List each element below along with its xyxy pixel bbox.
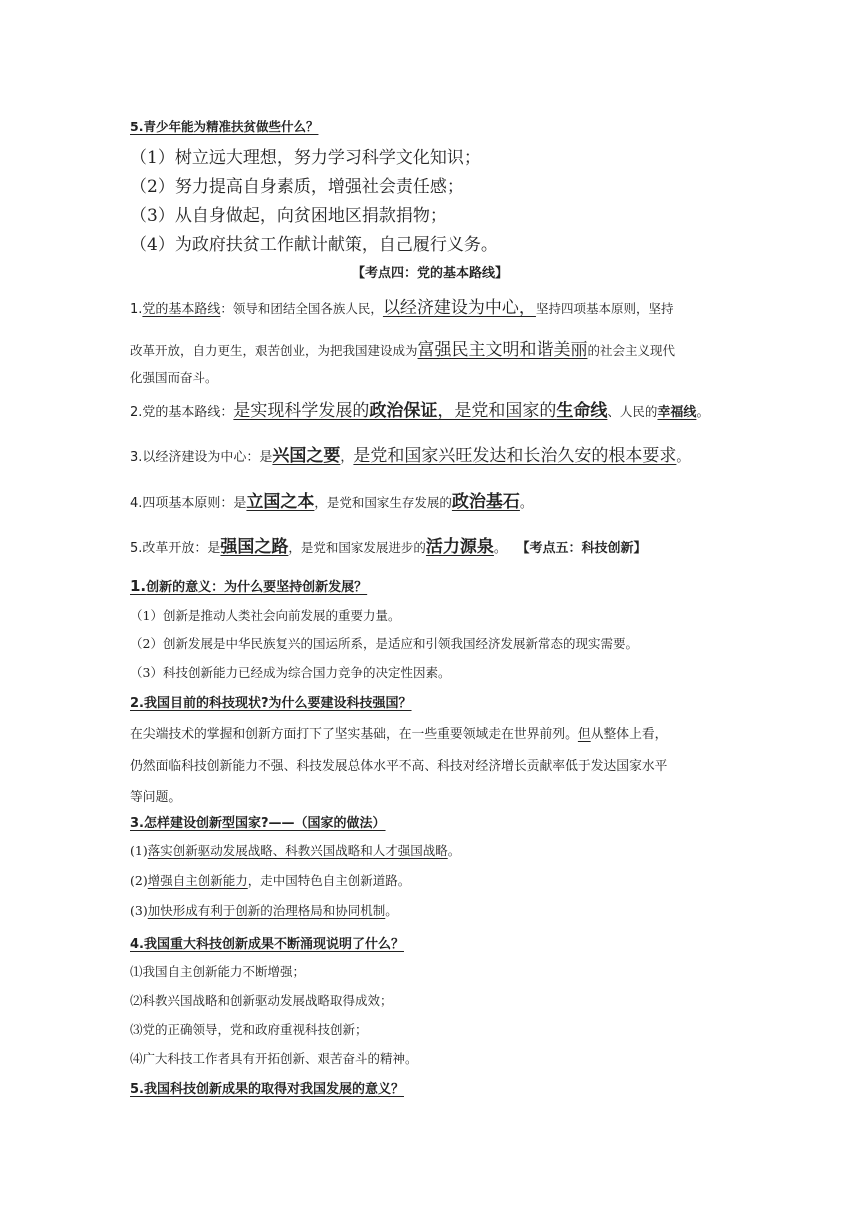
p1-line-3: 化强国而奋斗。 xyxy=(130,370,218,385)
p4-line xyxy=(130,487,533,512)
s2-line-1 xyxy=(130,723,667,742)
s2-title: 2.我国目前的科技现状?为什么要建设科技强国？ xyxy=(130,696,412,711)
s2-line1-a: 在尖端技术的掌握和创新方面打下了坚实基础，在一些重要领域走在世界前列。 xyxy=(130,727,578,742)
s3-item-3 xyxy=(130,901,398,919)
s3-item-1 xyxy=(130,841,460,859)
question-5-title: 5.青少年能为精准扶贫做些什么？ xyxy=(130,119,319,134)
p4-e: 。 xyxy=(519,496,533,511)
s3-item2-end: ，走中国特色自主创新道路。 xyxy=(247,873,411,888)
p3-c: ， xyxy=(340,450,354,465)
s3-item3-text: 加快形成有利于创新的治理格局和协同机制 xyxy=(147,903,386,918)
section-heading-kd4: 【考点四：党的基本路线】 xyxy=(351,266,508,281)
q5-item-1: （1）树立远大理想，努力学习科学文化知识； xyxy=(130,148,481,168)
p1-line2-c: 的社会主义现代 xyxy=(587,343,676,358)
p4-c: ，是党和国家生存发展的 xyxy=(314,495,452,510)
p5-c: ，是党和国家发展进步的 xyxy=(288,540,426,555)
p4-d: 政治基石 xyxy=(451,492,520,512)
s3-item2-text: 增强自主创新能力 xyxy=(147,873,248,888)
p2-f: 、人民的 xyxy=(607,404,658,419)
p2-c: 政治保证 xyxy=(369,401,438,421)
s3-item1-text: 落实创新驱动发展战略、科教兴国战略和人才强国战略 xyxy=(147,843,448,858)
s3-item3-num: (3) xyxy=(130,903,148,918)
p5-b: 强国之路 xyxy=(220,537,289,557)
s2-line-3: 等问题。 xyxy=(130,790,182,805)
p1-term: 党的基本路线 xyxy=(142,302,221,317)
s3-title: 3.怎样建设创新型国家?——（国家的做法） xyxy=(130,816,386,831)
s5-title: 5.我国科技创新成果的取得对我国发展的意义？ xyxy=(130,1082,404,1097)
p2-b: 是实现科学发展的 xyxy=(233,401,370,421)
p5-a: 5.改革开放：是 xyxy=(130,541,221,556)
s3-item-2 xyxy=(130,871,410,889)
p2-e: 生命线 xyxy=(556,401,608,421)
p5-line xyxy=(130,532,646,557)
s3-item3-end: 。 xyxy=(385,903,398,918)
p3-d: 是党和国家兴旺发达和长治久安的根本要求 xyxy=(353,446,677,466)
p3-b: 兴国之要 xyxy=(272,446,341,466)
s1-item-2: （2）创新发展是中华民族复兴的国运所系，是适应和引领我国经济发展新常态的现实需要。 xyxy=(130,636,638,651)
s1-title-text: 创新的意义：为什么要坚持创新发展？ xyxy=(146,580,368,595)
s2-line1-b: 但 xyxy=(577,727,591,742)
p1-line2-emphasis: 富强民主文明和谐美丽 xyxy=(417,340,588,360)
p2-h: 。 xyxy=(696,405,710,420)
p2-g: 幸福线 xyxy=(657,405,697,420)
p4-b: 立国之本 xyxy=(246,492,315,512)
p2-a: 2.党的基本路线： xyxy=(130,405,234,420)
s1-item-1: （1）创新是推动人类社会向前发展的重要力量。 xyxy=(130,608,401,623)
s3-item2-num: (2) xyxy=(130,873,148,888)
p2-d: ，是党和国家的 xyxy=(437,401,557,421)
p3-e: 。 xyxy=(676,450,690,465)
p3-line xyxy=(130,441,689,466)
p1-prefix: 1. xyxy=(130,302,143,317)
s1-title-num: 1. xyxy=(130,577,147,595)
p5-e: 。 xyxy=(493,541,507,556)
s4-item-4: ⑷广大科技工作者具有开拓创新、艰苦奋斗的精神。 xyxy=(130,1051,418,1066)
s4-title: 4.我国重大科技创新成果不断涌现说明了什么？ xyxy=(130,937,404,952)
q5-item-2: （2）努力提高自身素质，增强社会责任感； xyxy=(130,177,464,197)
p1-line2-a: 改革开放，自力更生，艰苦创业，为把我国建设成为 xyxy=(130,343,418,358)
s4-item-1: ⑴我国自主创新能力不断增强； xyxy=(130,964,306,979)
p4-a: 4.四项基本原则：是 xyxy=(130,496,247,511)
s3-item1-num: (1) xyxy=(130,843,148,858)
s1-title xyxy=(130,576,367,595)
p1-line-1 xyxy=(130,293,673,318)
q5-item-3: （3）从自身做起，向贫困地区捐款捐物； xyxy=(130,206,447,226)
s1-item-3: （3）科技创新能力已经成为综合国力竞争的决定性因素。 xyxy=(130,665,451,680)
s2-line1-c: 从整体上看， xyxy=(590,727,668,742)
s4-item-3: ⑶党的正确领导，党和政府重视科技创新； xyxy=(130,1022,368,1037)
q5-item-4: （4）为政府扶贫工作献计献策，自己履行义务。 xyxy=(130,235,498,255)
s3-item1-end: 。 xyxy=(447,843,461,858)
section-heading-kd5: 【考点五：科技创新】 xyxy=(522,541,647,556)
s4-item-2: ⑵科教兴国战略和创新驱动发展战略取得成效； xyxy=(130,993,393,1008)
p1-line-2 xyxy=(130,335,675,360)
p1-text-a: ：领导和团结全国各族人民， xyxy=(220,301,383,316)
p2-line xyxy=(130,396,709,421)
p1-emphasis: 以经济建设为中心， xyxy=(382,298,536,318)
p3-a: 3.以经济建设为中心：是 xyxy=(130,450,273,465)
p1-text-c: 坚持四项基本原则，坚持 xyxy=(535,301,674,316)
p5-d: 活力源泉 xyxy=(425,537,494,557)
s2-line-2: 仍然面临科技创新能力不强、科技发展总体水平不高、科技对经济增长贡献率低于发达国家水平 xyxy=(130,759,668,774)
